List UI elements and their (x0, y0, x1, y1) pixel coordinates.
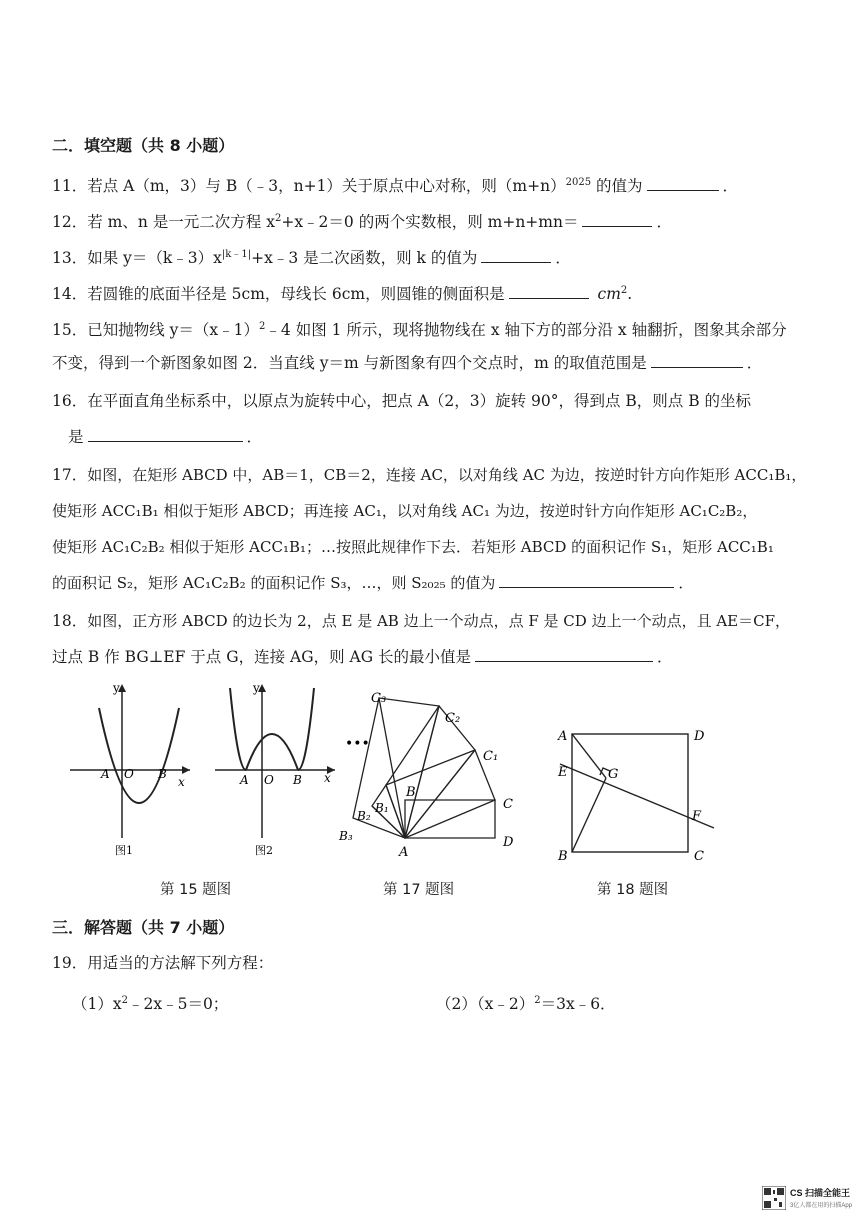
f2-a-label: A (240, 773, 249, 787)
q12-number: 12． (52, 213, 88, 232)
figure-18 (552, 722, 732, 867)
f2-right-arm (298, 688, 314, 770)
f18-a-label: A (558, 729, 568, 744)
logo-subtitle: 3亿人都在用的扫描App (790, 1203, 853, 1209)
question-14 (52, 276, 828, 309)
q19-p2-b: ＝3x﹣6． (540, 995, 616, 1014)
f18-line-ef (560, 764, 714, 828)
caption-18: 第 18 题图 (597, 882, 669, 898)
f18-g-label: G (608, 767, 619, 782)
f1-x-label: x (178, 775, 185, 789)
q12-tail: +x﹣2＝0 的两个实数根，则 m+n+mn＝ (281, 213, 579, 232)
f2-b-label: B (293, 773, 302, 787)
q17-end: ． (678, 574, 694, 592)
q12-text: 若 m、n 是一元二次方程 x (87, 213, 275, 232)
f17-b-label: B (406, 785, 416, 800)
q17-line1: 如图，在矩形 ABCD 中，AB＝1，CB＝2，连接 AC，以对角线 AC 为边，按逆时针方向作矩形 ACC₁B₁， (87, 466, 807, 484)
question-13 (52, 240, 828, 273)
figure-17 (333, 688, 523, 863)
q19-p2-exponent: 2 (534, 995, 541, 1006)
f18-d-label: D (694, 729, 705, 744)
f1-caption: 图1 (115, 844, 133, 857)
q15-number: 15． (52, 321, 88, 340)
q19-p1-a: （1）x (72, 995, 122, 1014)
q18-end: ． (657, 648, 673, 666)
q18-line1: 如图，正方形 ABCD 的边长为 2，点 E 是 AB 边上一个动点，点 F 是 CD 边上一个动点，且 AE＝CF， (87, 612, 791, 630)
f17-d-label: D (503, 835, 514, 850)
scanner-logo (760, 1180, 856, 1218)
q19-p1-exponent: 2 (121, 995, 128, 1006)
q17-line3: 使矩形 AC₁C₂B₂ 相似于矩形 ACC₁B₁；…按照此规律作下去．若矩形 ABCD 的面积记作 S₁，矩形 ACC₁B₁ (52, 538, 774, 556)
section-2-heading: 二．填空题（共 8 小题） (52, 136, 235, 155)
f17-c2-label: C₂ (445, 711, 461, 726)
q12-end: ． (656, 213, 672, 232)
q18-number: 18． (52, 612, 88, 630)
q13-exponent: |k﹣1| (221, 249, 252, 260)
q15-answer-blank[interactable] (651, 351, 743, 368)
q16-answer-blank[interactable] (88, 425, 243, 442)
question-16-cont (68, 422, 828, 452)
question-17 (52, 460, 828, 490)
f2-o-label: O (264, 773, 274, 787)
q14-number: 14． (52, 285, 88, 304)
q13-end: ． (555, 249, 571, 268)
f17-line-ab1 (386, 785, 405, 838)
q18-answer-blank[interactable] (475, 645, 653, 662)
caption-17: 第 17 题图 (383, 882, 455, 898)
f2-caption: 图2 (255, 844, 273, 857)
q15-line2: 不变，得到一个新图象如图 2．当直线 y＝m 与新图象有四个交点时，m 的取值范围是 (52, 354, 647, 372)
q15-line1a: 已知抛物线 y＝（x﹣1） (87, 321, 260, 340)
f1-parabola (99, 708, 179, 803)
f18-c-label: C (694, 849, 704, 864)
q14-answer-blank[interactable] (509, 282, 589, 299)
q16-line1: 在平面直角坐标系中，以原点为旋转中心，把点 A（2，3）旋转 90°，得到点 B，则点 B 的坐标 (87, 392, 752, 410)
f17-c3-label: C₃ (371, 691, 387, 706)
question-19 (52, 948, 828, 978)
q15-exponent: 2 (259, 321, 266, 332)
f1-o-label: O (124, 767, 134, 781)
q11-answer-blank[interactable] (647, 174, 719, 191)
q15-end: ． (746, 354, 763, 372)
question-12 (52, 204, 828, 237)
f18-b-label: B (558, 849, 568, 864)
q13-text: 如果 y＝（k﹣3）x (87, 249, 222, 268)
f17-b2-label: B₂ (357, 809, 371, 823)
question-11 (52, 168, 828, 201)
question-17-cont (52, 568, 828, 598)
q19-p2-a: （2）（x﹣2） (436, 995, 535, 1014)
q15-line1b: ﹣4 如图 1 所示，现将抛物线在 x 轴下方的部分沿 x 轴翻折，图象其余部分 (265, 321, 787, 340)
q13-answer-blank[interactable] (481, 246, 551, 263)
q11-text: 若点 A（m，3）与 B（﹣3，n+1）关于原点中心对称，则（m+n） (87, 177, 566, 196)
figure-15-graph-1 (65, 678, 195, 863)
q13-number: 13． (52, 249, 88, 268)
q19-p1-b: ﹣2x﹣5＝0； (127, 995, 229, 1014)
section-3-heading: 三．解答题（共 7 小题） (52, 918, 235, 937)
question-16 (52, 386, 828, 416)
f2-left-arm (230, 688, 246, 770)
f2-x-label: x (324, 771, 331, 785)
f1-a-label: A (101, 767, 110, 781)
q14-unit: cm (597, 285, 621, 304)
q14-text: 若圆锥的底面半径是 5cm，母线长 6cm，则圆锥的侧面积是 (87, 285, 505, 304)
q16-number: 16． (52, 392, 88, 410)
f18-e-label: E (558, 765, 568, 780)
f2-y-label: y (253, 681, 260, 695)
f1-b-label: B (158, 767, 167, 781)
f17-dots: ••• (345, 736, 370, 752)
f18-segment-bg (572, 778, 606, 852)
caption-15: 第 15 题图 (160, 882, 232, 898)
f17-c1-label: C₁ (483, 749, 499, 764)
q11-end: ． (722, 177, 739, 196)
q11-exponent: 2025 (565, 177, 592, 188)
f17-line-ac2 (405, 706, 439, 838)
q13-tail: +x﹣3 是二次函数，则 k 的值为 (251, 249, 478, 268)
q11-number: 11． (52, 177, 88, 196)
q17-line2: 使矩形 ACC₁B₁ 相似于矩形 ABCD；再连接 AC₁，以对角线 AC₁ 为边，按逆时针方向作矩形 AC₁C₂B₂， (52, 502, 758, 520)
f17-a-label: A (399, 845, 409, 860)
question-15-cont (52, 348, 828, 378)
q14-end: . (627, 285, 633, 304)
figure-15-graph-2 (210, 678, 340, 863)
q17-answer-blank[interactable] (499, 571, 674, 588)
f18-f-label: F (692, 809, 702, 824)
question-18-cont (52, 642, 828, 672)
q18-line2: 过点 B 作 BG⊥EF 于点 G，连接 AG，则 AG 长的最小值是 (52, 648, 472, 666)
f17-c-label: C (503, 797, 513, 812)
q12-answer-blank[interactable] (582, 210, 652, 227)
f17-b3-label: B₃ (339, 829, 353, 843)
q14-unit-exponent: 2 (620, 285, 628, 296)
logo-title: CS 扫描全能王 (790, 1188, 851, 1198)
q19-stem: 用适当的方法解下列方程： (87, 954, 274, 972)
qr-code-icon (762, 1186, 786, 1210)
q11-tail: 的值为 (596, 177, 643, 196)
f2-flipped-part (246, 734, 298, 770)
q16-line2: 是 (68, 428, 84, 446)
question-15 (52, 312, 828, 345)
f17-b1-label: B₁ (375, 801, 389, 815)
q12-exponent: 2 (274, 213, 282, 224)
q19-number: 19． (52, 954, 88, 972)
q16-end: ． (246, 428, 263, 446)
question-18 (52, 606, 828, 636)
q17-number: 17． (52, 466, 88, 484)
f1-y-label: y (113, 681, 120, 695)
q19-part-2 (436, 986, 828, 1019)
q17-line4: 的面积记 S₂，矩形 AC₁C₂B₂ 的面积记作 S₃，…，则 S₂₀₂₅ 的值为 (52, 574, 496, 592)
f1-x-arrow (182, 766, 190, 774)
